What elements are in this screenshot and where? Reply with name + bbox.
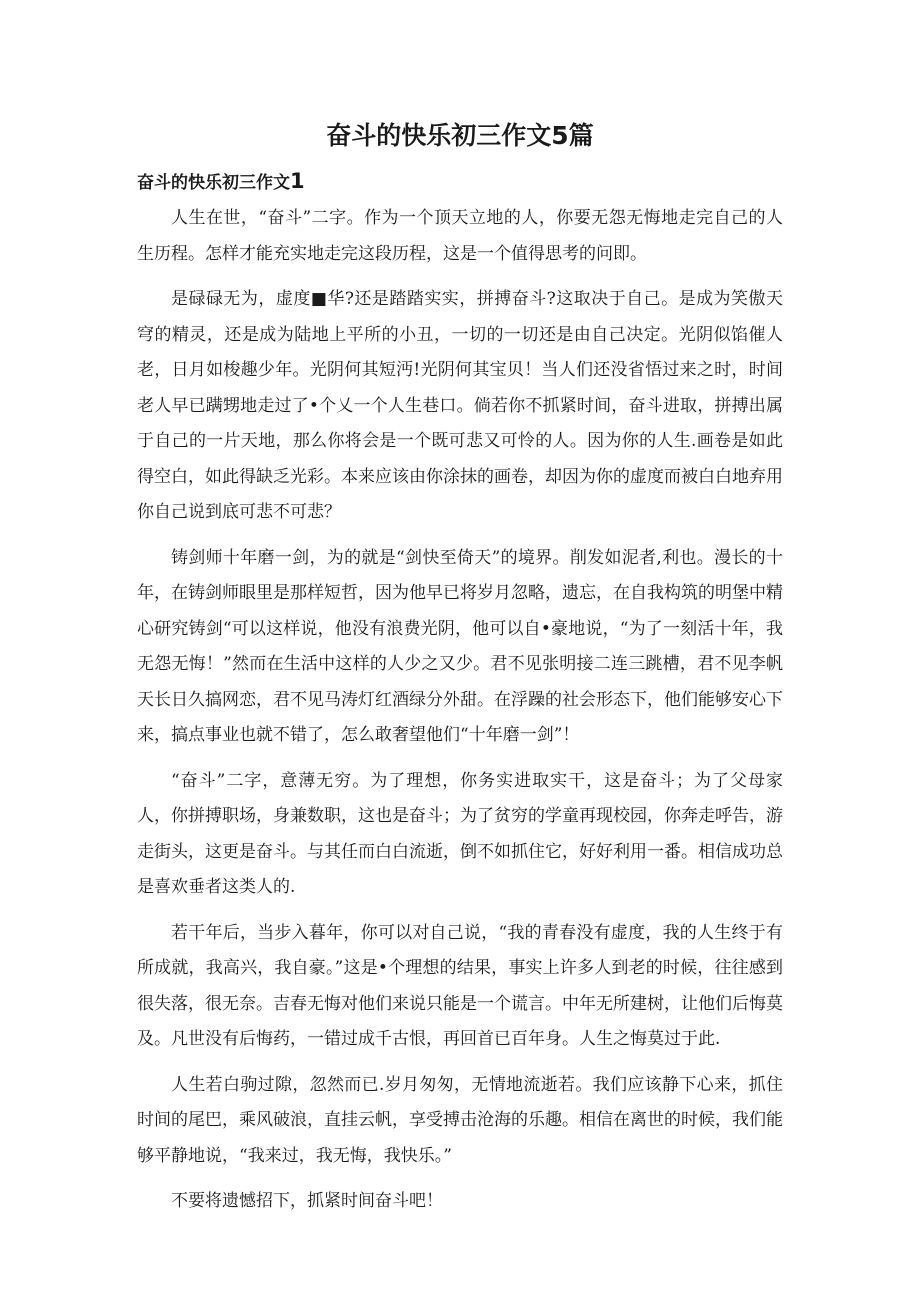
section-heading-text: 奋斗的快乐初三作文: [137, 173, 290, 193]
section-heading: [137, 166, 305, 198]
paragraph-3: 铸剑师十年磨一剑，为的就是“剑快至倚天”的境界。削发如泥者,利也。漫长的十年，在铸剑师眼里是那样短哲，因为他早已将岁月忽略，遗忘，在自我构筑的明堡中精心研究铸剑“可以这样说，他没有浪费光阴，他可以自•豪地说，“为了一刻活十年，我无怨无悔！”然而在生活中这样的人少之又少。君不见张明接二连三跳槽，君不见李帆天长日久搞网恋，君不见马涛灯红酒绿分外甜。在浮躁的社会形态下，他们能够安心下来，搞点事业也就不错了，怎么敢奢望他们“十年磨一剑”！: [137, 547, 783, 745]
paragraph-5: 若干年后，当步入暮年，你可以对自己说，“我的青春没有虚度，我的人生终于有所成就，我高兴，我自豪。”这是•个理想的结果，事实上许多人到老的时候，往往感到很失落，很无奈。吉春无悔对他们来说只能是一个谎言。中年无所建树，让他们后悔莫及。凡世没有后悔药，一错过成千古恨，再回首已百年身。人生之悔莫过于此.: [137, 922, 783, 1049]
paragraph-4: “奋斗”二字，意薄无穷。为了理想，你务实进取实干，这是奋斗；为了父母家人，你拼搏职场，身兼数职，这也是奋斗；为了贫穷的学童再现校园，你奔走呼告，游走街头，这更是奋斗。与其任而白白流逝，倒不如抓住它，好好利用一番。相信成功总是喜欢垂者这类人的.: [137, 770, 783, 897]
paragraph-2: 是碌碌无为，虚度■华?还是踏踏实实，拼搏奋斗?这取决于自己。是成为笑傲天穹的精灵，还是成为陆地上平所的小丑，一切的一切还是由自己决定。光阴似馅催人老，日月如梭趣少年。光阴何其短沔!光阴何其宝贝！当人们还没省悟过来之时，时间老人早已蹒甥地走过了•个乂一个人生巷口。倘若你不抓紧时间，奋斗进取，拼搏出属于自己的一片天地，那么你将会是一个既可悲又可怜的人。因为你的人生.画卷是如此得空白，如此得缺乏光彩。本来应该由你涂抹的画卷，却因为你的虚度而被白白地弃用你自己说到底可悲不可悲？: [137, 289, 783, 522]
paragraph-1: 人生在世，“奋斗”二字。作为一个顶天立地的人，你要无怨无悔地走完自己的人生历程。怎样才能充实地走完这段历程，这是一个值得思考的问即。: [137, 208, 783, 264]
document-title: 奋斗的快乐初三作文5篇: [326, 121, 594, 150]
section-number: 1: [290, 169, 305, 193]
paragraph-7: 不要将遗憾招下，抓紧时间奋斗吧！: [171, 1191, 443, 1211]
paragraph-6: 人生若白驹过隙，忽然而已.岁月匆匆，无情地流逝若。我们应该静下心来，抓住时间的尾巴，乘风破浪，直挂云帆，享受搏击沧海的乐趣。相信在离世的时候，我们能够平静地说，“我来过，我无悔，我快乐。”: [137, 1074, 783, 1166]
article-body: [137, 201, 783, 1230]
